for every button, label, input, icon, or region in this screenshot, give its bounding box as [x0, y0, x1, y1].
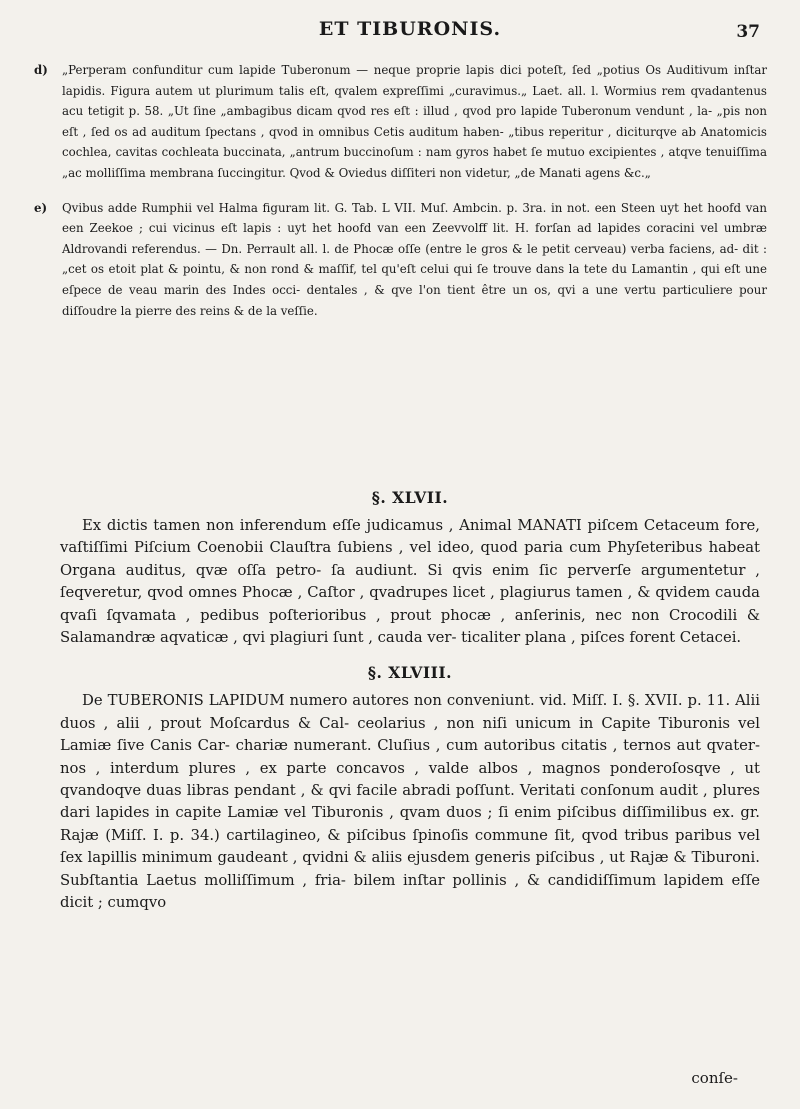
section-paragraph: Ex dictis tamen non inferendum eſſe judicamus , Animal MANATI piſcem Cetaceum fore, vaſtiſſimi Piſcium Coenobii Clauſtra ſubiens , vel ideo, quod paria cum Phyſeteribus habeat Organa auditus, qvæ oſſa petro- ſa audiunt. Si qvis enim ſic perverſe argumentetur , ſeqveretur, qvod omnes Phocæ , Caſtor , qvadrupes licet , plagiurus tamen , & qvidem cauda qvaſi ſqvamata , pedibus poſterioribus , prout phocæ , anſerinis, nec non Crocodili & Salamandræ aqvaticæ , qvi plagiuri ſunt , cauda ver- ticaliter plana , piſces forent Cetacei. — [60, 517, 760, 647]
section-paragraph: De TUBERONIS LAPIDUM numero autores non conveniunt. vid. Miſſ. I. §. XVII. p. 11. Alii duos , alii , prout Moſcardus & Cal- ceolarius , non niſi unicum in Capite Tiburonis vel Lamiæ ſive Canis Car- chariæ numerant. Cluſius , cum autoribus citatis , ternos aut qvater- nos , interdum plures , ex parte concavos , valde albos , magnos ponderoſosqve , ut qvandoqve duas libras pendant , & qvi facile abradi poſſunt. Veritati conſonum audit , plures dari lapides in capite Lamiæ vel Tiburonis , qvam duos ; ſi enim piſcibus diſſimilibus ex. gr. Rajæ (Miſſ. I. p. 34.) cartilagineo, & piſcibus ſpinoſis commune ſit, qvod tribus paribus vel ſex lapillis minimum gaudeant , qvidni & aliis ejusdem generis piſcibus , ut Rajæ & Tiburoni. Subſtantia Laetus molliſſimum , fria- bilem inſtar pollinis , & candidiſſimum lapidem eſſe dicit ; cumqvo — [60, 692, 760, 912]
note-d — [32, 60, 767, 184]
page-header — [60, 14, 760, 44]
section-heading-xlvii: §. XLVII. — [371, 488, 449, 507]
main-text — [60, 488, 760, 929]
note-mark: d) — [34, 63, 48, 77]
note-mark: e) — [34, 200, 48, 215]
running-title: ET TIBURONIS. — [318, 18, 502, 40]
note-text: Qvibus adde Rumphii vel Halma figuram lit. G. Tab. L VII. Muſ. Ambcin. p. 3ra. in not. een Steen uyt het hoofd van een Zeekoe ; cui vicinus eſt lapis : uyt het hoofd van een Zeevvolff lit. H. forſan ad lapides coracini vel umbræ Aldrovandi referendus. — Dn. Perrault all. l. de Phocæ oſſe (entre le gros & le petit cerveau) verba faciens, ad- dit : „cet os etoit plat & pointu, & non rond & maſſif, tel qu'eſt celui qui ſe trouve dans la tete du Lamantin , qui eſt une eſpece de veau marin des Indes occi- dentales , & qve l'on tient être un os, qvi a une vertu particuliere pour diſſoudre la pierre des reins & de la veſſie. — [62, 200, 767, 318]
note-e — [32, 198, 767, 322]
catchword: conſe- — [691, 1069, 738, 1087]
note-text: „Perperam confunditur cum lapide Tuberonum — neque proprie lapis dici poteſt, ſed „potius Os Auditivum inſtar lapidis. Figura autem ut plurimum talis eſt, qvalem expreſſimi „curavimus.„ Laet. all. l. Wormius rem qvadantenus acu tetigit p. 58. „Ut ſine „ambagibus dicam qvod res eſt : illud , qvod pro lapide Tuberonum vendunt , la- „pis non eſt , ſed os ad auditum ſpectans , qvod in omnibus Cetis auditum haben- „tibus reperitur , diciturqve ab Anatomicis cochlea, cavitas cochleata buccinata, „antrum buccinoſum : nam gyros habet ſe mutuo excipientes , atqve tenuiſſima „ac molliſſima membrana ſuccingitur. Qvod & Oviedus diſſiteri non videtur, „de Manati agens &c.„ — [62, 63, 767, 180]
section-heading-xlviii: §. XLVIII. — [367, 663, 453, 683]
page-number: 37 — [736, 22, 760, 42]
footnotes-block — [32, 60, 767, 335]
